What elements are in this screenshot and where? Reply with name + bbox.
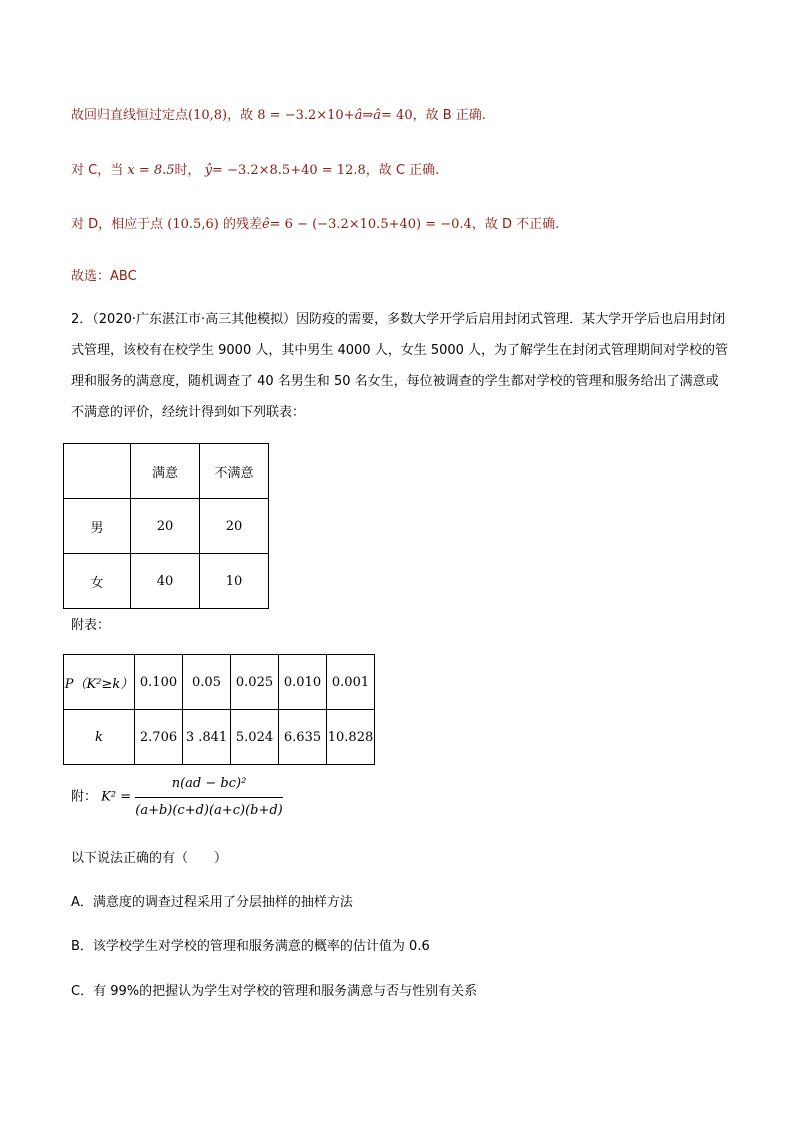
formula-label: 附： <box>71 789 98 805</box>
table-row <box>64 655 375 710</box>
table-cell: 0.05 <box>183 655 231 710</box>
critical-value-table <box>63 654 375 765</box>
contingency-table <box>63 443 269 609</box>
table-cell: 0.025 <box>231 655 279 710</box>
condition: x = 8.5 <box>127 163 175 178</box>
problem-text: 2．（2020·广东湛江市·高三其他模拟）因防疫的需要，多数大学开学后启用封闭式管理．某大学开学后也启用封闭式管理，该校有在校学生 9000 人，其中男生 4000 人，女生 5000 人，为了解学生在封闭式管理期间对学校的管理和服务的满意度，随机调查了 40 名男生和 50 名女生，每位被调查的学生都对学校的管理和服务给出了满意或不满意的评价，经统计得到如下列联表： <box>71 312 729 420</box>
option-a: A．满意度的调查过程采用了分层抽样的抽样方法 <box>71 895 353 910</box>
point: (10.5,6) <box>167 217 219 232</box>
table-cell: 3 .841 <box>183 710 231 765</box>
table-cell: 0.100 <box>135 655 183 710</box>
implies-arrow: ⇒ <box>362 108 374 123</box>
text: ，故 D 不正确. <box>471 217 560 232</box>
table-cell: 6.635 <box>279 710 327 765</box>
table-cell: 20 <box>131 499 200 554</box>
a-hat-symbol: â <box>373 108 382 123</box>
e-hat-symbol: ê <box>261 217 270 232</box>
text: 故回归直线恒过定点 <box>71 108 189 123</box>
text: 时， <box>174 163 201 178</box>
table-cell: 0.001 <box>327 655 375 710</box>
equation: 8 = −3.2×10+ <box>257 108 355 123</box>
solution-line-d <box>71 216 559 234</box>
table-cell: 不满意 <box>200 444 269 499</box>
table-cell: k <box>64 710 135 765</box>
point: (10,8) <box>188 108 228 123</box>
text: ，故 C 正确. <box>365 163 440 178</box>
formula-lhs: K² = <box>101 789 132 805</box>
text: 对 D，相应于点 <box>71 217 164 232</box>
table-row <box>64 444 269 499</box>
table-cell: 0.010 <box>279 655 327 710</box>
text: ，故 <box>227 108 254 123</box>
equation: = −3.2×8.5+40 = 12.8 <box>212 163 366 178</box>
option-b: B．该学校学生对学校的管理和服务满意的概率的估计值为 0.6 <box>71 939 430 954</box>
table-cell: 10 <box>200 554 269 609</box>
table-cell: 满意 <box>131 444 200 499</box>
solution-line-c <box>71 162 439 180</box>
table-cell: 20 <box>200 499 269 554</box>
y-hat-symbol: ŷ <box>204 163 213 178</box>
equation: = 6 − (−3.2×10.5+40) = −0.4 <box>269 217 472 232</box>
formula-denominator: (a+b)(c+d)(a+c)(b+d) <box>135 803 283 818</box>
question-text: 以下说法正确的有（ ） <box>71 851 228 866</box>
table-cell: 5.024 <box>231 710 279 765</box>
table-cell: 40 <box>131 554 200 609</box>
solution-line-b <box>71 107 486 125</box>
table-row <box>64 554 269 609</box>
k-squared-formula <box>71 774 283 821</box>
appendix-label: 附表： <box>71 618 111 633</box>
option-c: C．有 99%的把握认为学生对学校的管理和服务满意与否与性别有关系 <box>71 984 478 999</box>
table-row <box>64 499 269 554</box>
answer-line: 故选：ABC <box>71 269 137 284</box>
table-cell: 男 <box>64 499 131 554</box>
table-cell: 10.828 <box>327 710 375 765</box>
table-cell <box>64 444 131 499</box>
table-cell: P（K²≥k） <box>64 655 135 710</box>
a-hat-symbol: â <box>354 108 363 123</box>
text: ，故 B 正确. <box>412 108 486 123</box>
result: = 40 <box>381 108 413 123</box>
table-row <box>64 710 375 765</box>
table-cell: 2.706 <box>135 710 183 765</box>
formula-fraction <box>135 774 283 821</box>
table-cell: 女 <box>64 554 131 609</box>
formula-numerator: n(ad − bc)² <box>135 774 283 798</box>
text: 的残差 <box>222 217 262 232</box>
text: 对 C，当 <box>71 163 124 178</box>
